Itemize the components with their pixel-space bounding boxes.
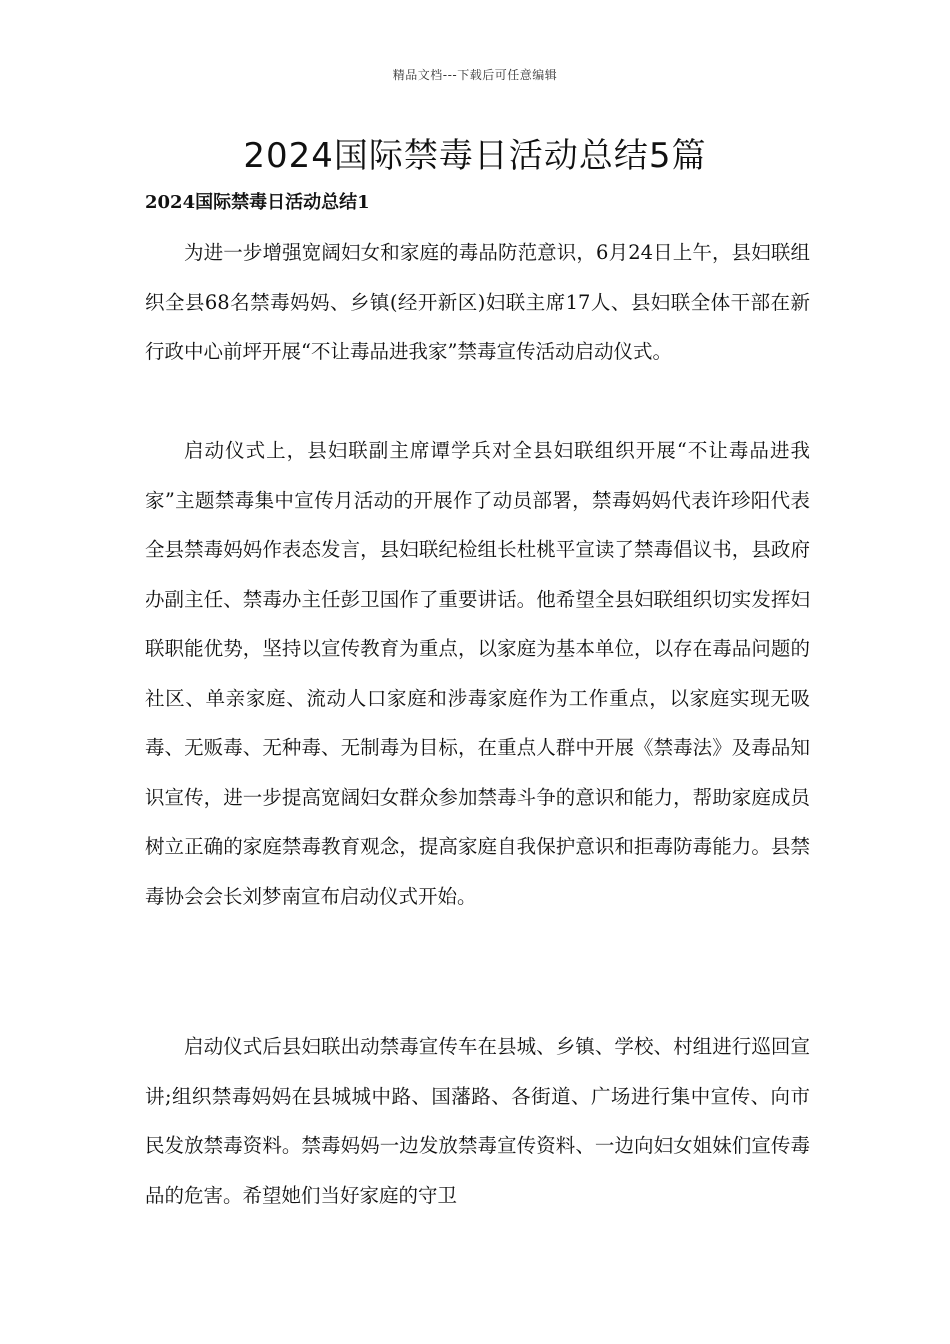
paragraph-3 (145, 1022, 810, 1220)
paragraph-text: 启动仪式后县妇联出动禁毒宣传车在县城、乡镇、学校、村组进行巡回宣讲;组织禁毒妈妈在县城城中路、国藩路、各街道、广场进行集中宣传、向市民发放禁毒资料。禁毒妈妈一边发放禁毒宣传资料、一边向妇女姐妹们宣传毒品的危害。希望她们当好家庭的守卫 (145, 1035, 810, 1207)
paragraph-1 (145, 228, 810, 377)
header-note: 精品文档---下载后可任意编辑 (392, 68, 558, 82)
document-title: 2024国际禁毒日活动总结5篇 (243, 136, 707, 176)
paragraph-text: 为进一步增强宽阔妇女和家庭的毒品防范意识，6月24日上午，县妇联组织全县68名禁毒妈妈、乡镇(经开新区)妇联主席17人、县妇联全体干部在新行政中心前坪开展“不让毒品进我家”禁毒宣传活动启动仪式。 (145, 241, 810, 363)
paragraph-text: 启动仪式上，县妇联副主席谭学兵对全县妇联组织开展“不让毒品进我家”主题禁毒集中宣传月活动的开展作了动员部署，禁毒妈妈代表许珍阳代表全县禁毒妈妈作表态发言，县妇联纪检组长杜桃平宣读了禁毒倡议书，县政府办副主任、禁毒办主任彭卫国作了重要讲话。他希望全县妇联组织切实发挥妇联职能优势，坚持以宣传教育为重点，以家庭为基本单位，以存在毒品问题的社区、单亲家庭、流动人口家庭和涉毒家庭作为工作重点，以家庭实现无吸毒、无贩毒、无种毒、无制毒为目标，在重点人群中开展《禁毒法》及毒品知识宣传，进一步提高宽阔妇女群众参加禁毒斗争的意识和能力，帮助家庭成员树立正确的家庭禁毒教育观念，提高家庭自我保护意识和拒毒防毒能力。县禁毒协会会长刘梦南宣布启动仪式开始。 (145, 439, 810, 908)
section-heading: 2024国际禁毒日活动总结1 (145, 192, 370, 213)
paragraph-2 (145, 426, 810, 921)
